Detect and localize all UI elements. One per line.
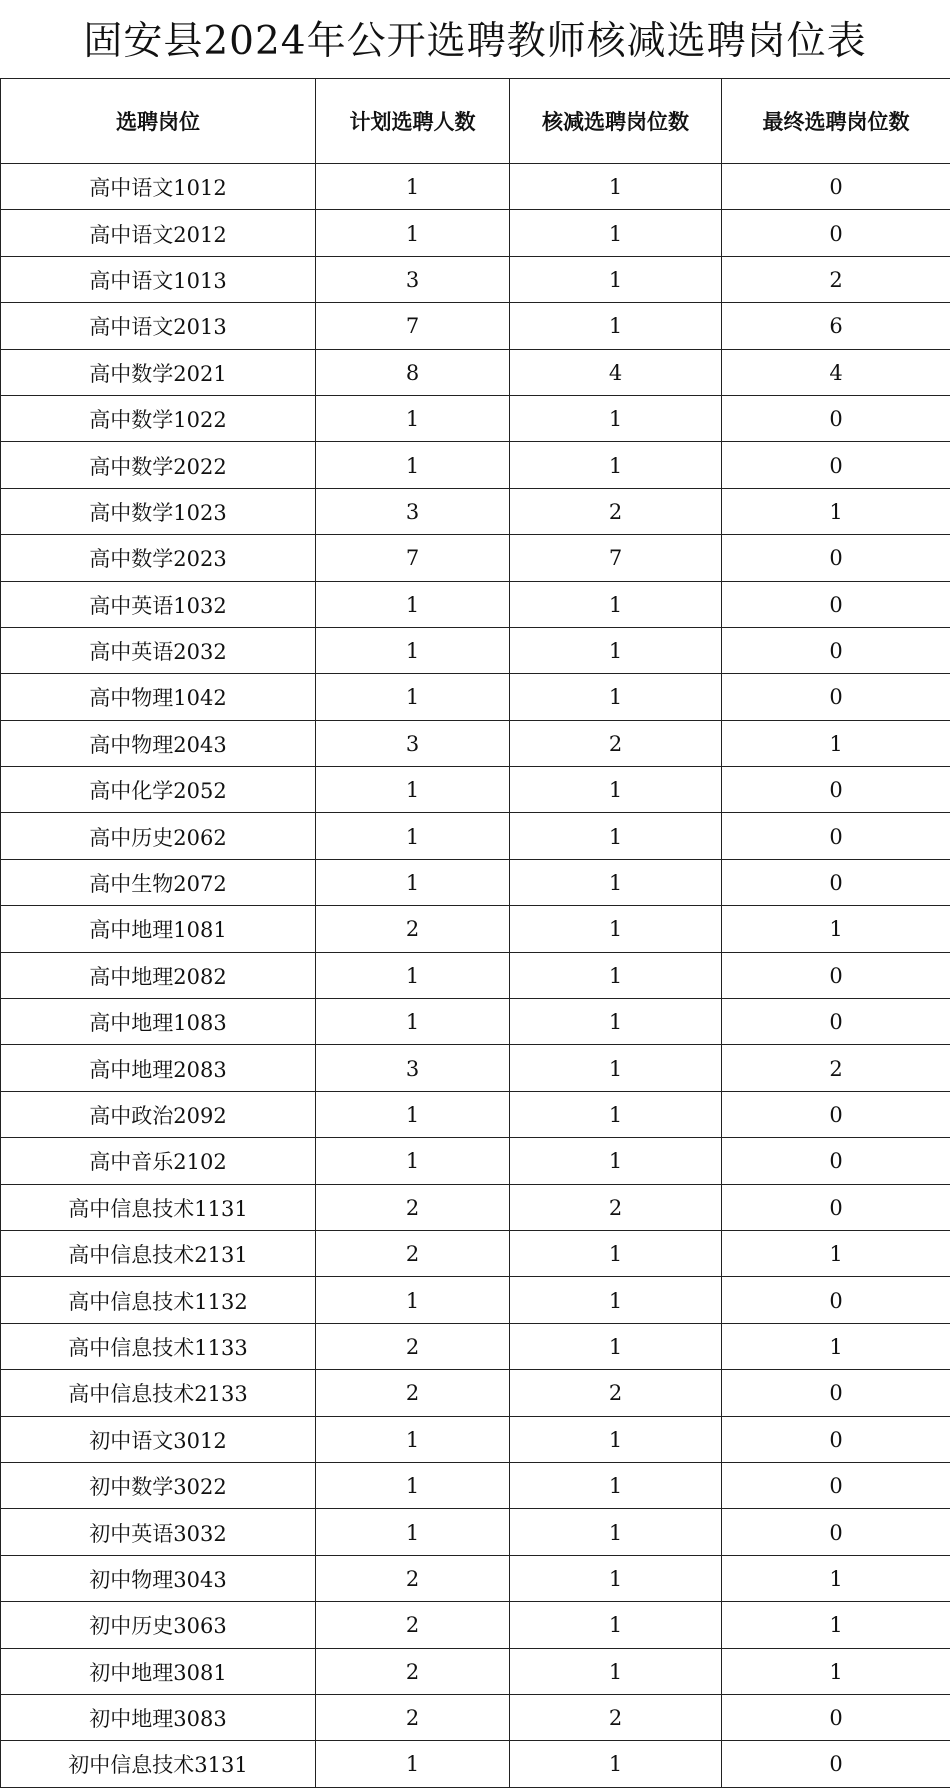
table-row	[1, 1230, 950, 1276]
cell-reduced: 1	[510, 859, 722, 905]
column-header-planned: 计划选聘人数	[316, 79, 510, 164]
cell-planned: 2	[316, 1230, 510, 1276]
cell-planned: 1	[316, 210, 510, 256]
cell-planned: 2	[316, 906, 510, 952]
cell-final: 0	[722, 999, 950, 1045]
table-row	[1, 1184, 950, 1230]
cell-final: 0	[722, 859, 950, 905]
cell-planned: 1	[316, 674, 510, 720]
cell-final: 0	[722, 1091, 950, 1137]
cell-final: 0	[722, 1277, 950, 1323]
cell-post: 高中数学1022	[1, 395, 316, 441]
table-row	[1, 906, 950, 952]
cell-post: 高中数学2023	[1, 535, 316, 581]
cell-final: 0	[722, 813, 950, 859]
cell-final: 0	[722, 164, 950, 210]
cell-post: 初中地理3081	[1, 1648, 316, 1694]
table-row	[1, 1555, 950, 1601]
cell-reduced: 1	[510, 1138, 722, 1184]
cell-reduced: 1	[510, 1323, 722, 1369]
cell-reduced: 2	[510, 1370, 722, 1416]
cell-planned: 2	[316, 1602, 510, 1648]
column-header-reduced: 核减选聘岗位数	[510, 79, 722, 164]
cell-planned: 1	[316, 442, 510, 488]
cell-planned: 1	[316, 581, 510, 627]
cell-reduced: 1	[510, 581, 722, 627]
cell-final: 0	[722, 1509, 950, 1555]
cell-post: 高中化学2052	[1, 767, 316, 813]
cell-reduced: 2	[510, 1184, 722, 1230]
table-row	[1, 488, 950, 534]
cell-post: 高中语文1013	[1, 256, 316, 302]
cell-final: 4	[722, 349, 950, 395]
table-row	[1, 1509, 950, 1555]
cell-reduced: 2	[510, 1694, 722, 1740]
cell-reduced: 1	[510, 1602, 722, 1648]
cell-final: 2	[722, 256, 950, 302]
cell-post: 高中生物2072	[1, 859, 316, 905]
cell-reduced: 1	[510, 442, 722, 488]
table-row	[1, 767, 950, 813]
cell-final: 0	[722, 210, 950, 256]
cell-planned: 1	[316, 1091, 510, 1137]
cell-reduced: 1	[510, 952, 722, 998]
cell-post: 高中地理1083	[1, 999, 316, 1045]
cell-planned: 1	[316, 1462, 510, 1508]
table-row	[1, 1091, 950, 1137]
cell-reduced: 1	[510, 813, 722, 859]
cell-final: 0	[722, 1370, 950, 1416]
header-row	[1, 79, 950, 164]
cell-final: 1	[722, 720, 950, 766]
cell-final: 1	[722, 1648, 950, 1694]
cell-post: 初中英语3032	[1, 1509, 316, 1555]
cell-post: 初中地理3083	[1, 1694, 316, 1740]
cell-planned: 3	[316, 1045, 510, 1091]
table-row	[1, 674, 950, 720]
table-row	[1, 720, 950, 766]
cell-final: 0	[722, 1416, 950, 1462]
table-row	[1, 1277, 950, 1323]
cell-final: 0	[722, 581, 950, 627]
cell-post: 高中语文2012	[1, 210, 316, 256]
cell-reduced: 1	[510, 1045, 722, 1091]
cell-planned: 1	[316, 395, 510, 441]
cell-reduced: 4	[510, 349, 722, 395]
cell-planned: 1	[316, 859, 510, 905]
cell-planned: 3	[316, 720, 510, 766]
cell-planned: 2	[316, 1184, 510, 1230]
table-body	[1, 164, 950, 1788]
table-row	[1, 581, 950, 627]
table-row	[1, 1741, 950, 1787]
cell-planned: 3	[316, 256, 510, 302]
cell-reduced: 1	[510, 674, 722, 720]
cell-final: 1	[722, 1555, 950, 1601]
cell-final: 1	[722, 1230, 950, 1276]
cell-planned: 2	[316, 1370, 510, 1416]
table-row	[1, 1694, 950, 1740]
cell-reduced: 1	[510, 395, 722, 441]
cell-final: 0	[722, 442, 950, 488]
cell-reduced: 1	[510, 1462, 722, 1508]
cell-final: 2	[722, 1045, 950, 1091]
cell-reduced: 1	[510, 1648, 722, 1694]
cell-planned: 1	[316, 767, 510, 813]
cell-final: 0	[722, 1184, 950, 1230]
cell-reduced: 1	[510, 1416, 722, 1462]
cell-post: 高中语文2013	[1, 303, 316, 349]
cell-reduced: 1	[510, 1741, 722, 1787]
cell-final: 0	[722, 674, 950, 720]
table-row	[1, 303, 950, 349]
cell-post: 高中历史2062	[1, 813, 316, 859]
table-row	[1, 1370, 950, 1416]
cell-reduced: 1	[510, 906, 722, 952]
cell-reduced: 1	[510, 999, 722, 1045]
cell-post: 初中语文3012	[1, 1416, 316, 1462]
cell-reduced: 1	[510, 1555, 722, 1601]
table-row	[1, 349, 950, 395]
table-row	[1, 999, 950, 1045]
table-row	[1, 859, 950, 905]
cell-planned: 1	[316, 627, 510, 673]
table-row	[1, 627, 950, 673]
cell-planned: 1	[316, 952, 510, 998]
cell-post: 高中英语2032	[1, 627, 316, 673]
cell-planned: 1	[316, 1741, 510, 1787]
cell-reduced: 1	[510, 1230, 722, 1276]
cell-post: 高中地理2083	[1, 1045, 316, 1091]
cell-planned: 7	[316, 303, 510, 349]
cell-post: 高中地理2082	[1, 952, 316, 998]
cell-planned: 2	[316, 1648, 510, 1694]
cell-final: 0	[722, 535, 950, 581]
cell-planned: 2	[316, 1323, 510, 1369]
table-row	[1, 1462, 950, 1508]
cell-reduced: 1	[510, 627, 722, 673]
cell-reduced: 2	[510, 488, 722, 534]
cell-post: 高中信息技术1132	[1, 1277, 316, 1323]
reduction-table	[0, 78, 950, 1788]
table-row	[1, 813, 950, 859]
table-row	[1, 1045, 950, 1091]
cell-post: 高中信息技术1133	[1, 1323, 316, 1369]
cell-planned: 1	[316, 1138, 510, 1184]
cell-final: 1	[722, 906, 950, 952]
cell-post: 高中地理1081	[1, 906, 316, 952]
cell-reduced: 2	[510, 720, 722, 766]
cell-reduced: 1	[510, 256, 722, 302]
cell-final: 1	[722, 1602, 950, 1648]
cell-post: 高中数学2022	[1, 442, 316, 488]
table-row	[1, 1138, 950, 1184]
cell-reduced: 1	[510, 164, 722, 210]
cell-post: 初中物理3043	[1, 1555, 316, 1601]
cell-post: 高中政治2092	[1, 1091, 316, 1137]
cell-reduced: 1	[510, 210, 722, 256]
cell-post: 高中信息技术2131	[1, 1230, 316, 1276]
cell-final: 0	[722, 1462, 950, 1508]
cell-planned: 1	[316, 999, 510, 1045]
cell-post: 高中信息技术1131	[1, 1184, 316, 1230]
column-header-post: 选聘岗位	[1, 79, 316, 164]
cell-reduced: 1	[510, 767, 722, 813]
cell-planned: 8	[316, 349, 510, 395]
cell-planned: 1	[316, 164, 510, 210]
table-row	[1, 1602, 950, 1648]
table-row	[1, 1416, 950, 1462]
cell-post: 高中物理2043	[1, 720, 316, 766]
cell-post: 高中数学1023	[1, 488, 316, 534]
cell-post: 高中英语1032	[1, 581, 316, 627]
cell-planned: 1	[316, 1277, 510, 1323]
cell-planned: 1	[316, 1509, 510, 1555]
cell-final: 0	[722, 952, 950, 998]
cell-post: 高中语文1012	[1, 164, 316, 210]
cell-post: 高中物理1042	[1, 674, 316, 720]
table-row	[1, 1648, 950, 1694]
cell-final: 0	[722, 627, 950, 673]
cell-final: 1	[722, 488, 950, 534]
cell-final: 6	[722, 303, 950, 349]
cell-post: 高中音乐2102	[1, 1138, 316, 1184]
cell-post: 高中信息技术2133	[1, 1370, 316, 1416]
cell-planned: 3	[316, 488, 510, 534]
cell-reduced: 7	[510, 535, 722, 581]
document-title: 固安县2024年公开选聘教师核减选聘岗位表	[0, 0, 950, 78]
column-header-final: 最终选聘岗位数	[722, 79, 950, 164]
cell-post: 初中信息技术3131	[1, 1741, 316, 1787]
table-row	[1, 1323, 950, 1369]
cell-post: 高中数学2021	[1, 349, 316, 395]
cell-post: 初中数学3022	[1, 1462, 316, 1508]
cell-post: 初中历史3063	[1, 1602, 316, 1648]
table-row	[1, 442, 950, 488]
cell-final: 0	[722, 1138, 950, 1184]
table-row	[1, 535, 950, 581]
cell-reduced: 1	[510, 1091, 722, 1137]
table-row	[1, 256, 950, 302]
cell-final: 0	[722, 1741, 950, 1787]
cell-planned: 2	[316, 1694, 510, 1740]
table-row	[1, 952, 950, 998]
cell-reduced: 1	[510, 1277, 722, 1323]
cell-planned: 7	[316, 535, 510, 581]
cell-final: 0	[722, 395, 950, 441]
cell-reduced: 1	[510, 1509, 722, 1555]
table-row	[1, 210, 950, 256]
cell-final: 0	[722, 767, 950, 813]
table-row	[1, 395, 950, 441]
cell-planned: 2	[316, 1555, 510, 1601]
cell-final: 0	[722, 1694, 950, 1740]
cell-reduced: 1	[510, 303, 722, 349]
cell-final: 1	[722, 1323, 950, 1369]
table-row	[1, 164, 950, 210]
cell-planned: 1	[316, 813, 510, 859]
cell-planned: 1	[316, 1416, 510, 1462]
